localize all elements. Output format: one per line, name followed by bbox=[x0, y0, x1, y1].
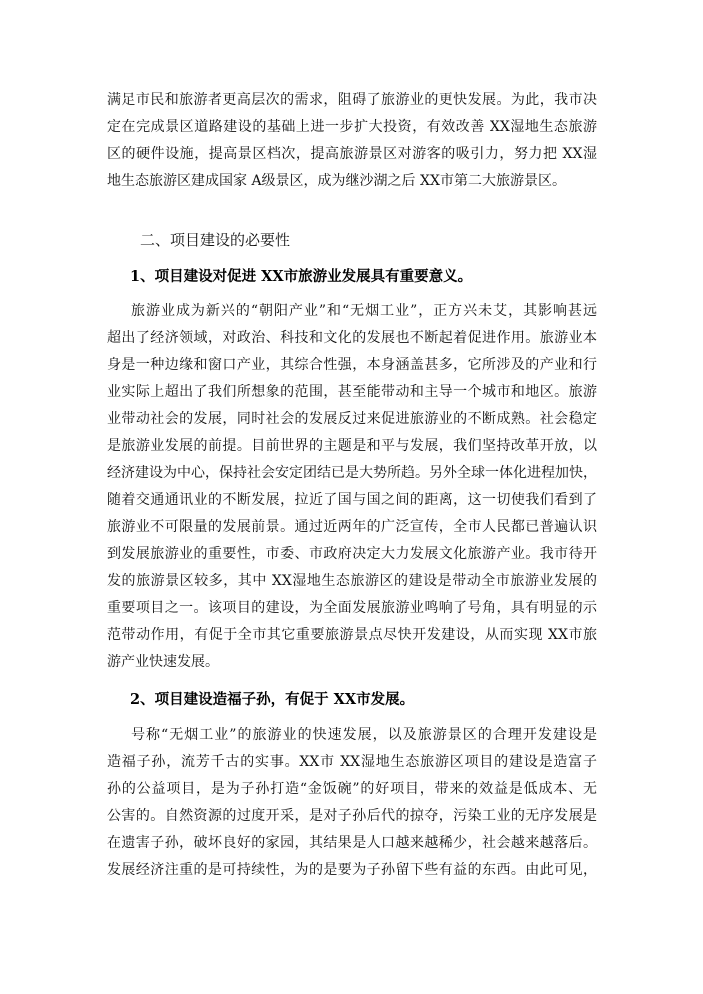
section-heading: 二、项目建设的必要性 bbox=[140, 231, 291, 249]
text-line: 到发展旅游业的重要性，市委、市政府决定大力发展文化旅游产业。我市待开 bbox=[107, 546, 597, 562]
text-line: 区的硬件设施，提高景区档次，提高旅游景区对游客的吸引力，努力把 XX湿 bbox=[107, 146, 597, 162]
text-line: 身是一种边缘和窗口产业，其综合性强，本身涵盖甚多，它所涉及的产业和行 bbox=[107, 357, 597, 373]
text-line: 孙的公益项目，是为子孙打造“金饭碗”的好项目，带来的效益是低成本、无 bbox=[107, 781, 597, 797]
text-line: 号称“无烟工业”的旅游业的快速发展，以及旅游景区的合理开发建设是 bbox=[131, 727, 597, 743]
subsection-heading-1: 1、项目建设对促进 XX市旅游业发展具有重要意义。 bbox=[130, 268, 473, 285]
text-line: 公害的。自然资源的过度开采，是对子孙后代的掠夺，污染工业的无序发展是 bbox=[107, 808, 597, 824]
text-line: 地生态旅游区建成国家 A级景区，成为继沙湖之后 XX市第二大旅游景区。 bbox=[107, 173, 566, 189]
text-line: 业带动社会的发展，同时社会的发展反过来促进旅游业的不断成熟。社会稳定 bbox=[107, 411, 597, 427]
subsection-1-paragraph bbox=[107, 298, 597, 676]
text-line: 重要项目之一。该项目的建设，为全面发展旅游业鸣响了号角，具有明显的示 bbox=[107, 600, 597, 616]
text-line: 范带动作用，有促于全市其它重要旅游景点尽快开发建设，从而实现 XX市旅 bbox=[107, 627, 597, 643]
text-line: 经济建设为中心，保持社会安定团结已是大势所趋。另外全球一体化进程加快， bbox=[107, 465, 597, 481]
intro-paragraph bbox=[107, 87, 597, 195]
text-line: 超出了经济领域，对政治、科技和文化的发展也不断起着促进作用。旅游业本 bbox=[107, 330, 597, 346]
text-line: 满足市民和旅游者更高层次的需求，阻碍了旅游业的更快发展。为此，我市决 bbox=[107, 92, 597, 108]
subsection-heading-2: 2、项目建设造福子孙，有促于 XX市发展。 bbox=[130, 691, 415, 708]
text-line: 造福子孙，流芳千古的实事。XX市 XX湿地生态旅游区项目的建设是造富子 bbox=[107, 754, 597, 770]
text-line: 随着交通通讯业的不断发展，拉近了国与国之间的距离，这一切使我们看到了 bbox=[107, 492, 597, 508]
text-line: 定在完成景区道路建设的基础上进一步扩大投资，有效改善 XX湿地生态旅游 bbox=[107, 119, 597, 135]
text-line: 发的旅游景区较多，其中 XX湿地生态旅游区的建设是带动全市旅游业发展的 bbox=[107, 573, 597, 589]
text-line: 是旅游业发展的前提。目前世界的主题是和平与发展，我们坚持改革开放，以 bbox=[107, 438, 597, 454]
subsection-2-paragraph bbox=[107, 722, 597, 884]
text-line: 旅游业成为新兴的“朝阳产业”和“无烟工业”，正方兴未艾，其影响甚远 bbox=[131, 303, 597, 319]
text-line: 旅游业不可限量的发展前景。通过近两年的广泛宣传，全市人民都已普遍认识 bbox=[107, 519, 597, 535]
text-line: 业实际上超出了我们所想象的范围，甚至能带动和主导一个城市和地区。旅游 bbox=[107, 384, 597, 400]
text-line: 游产业快速发展。 bbox=[107, 654, 219, 670]
text-line: 发展经济注重的是可持续性，为的是要为子孙留下些有益的东西。由此可见， bbox=[107, 862, 597, 878]
text-line: 在遗害子孙，破坏良好的家园，其结果是人口越来越稀少，社会越来越落后。 bbox=[107, 835, 597, 851]
